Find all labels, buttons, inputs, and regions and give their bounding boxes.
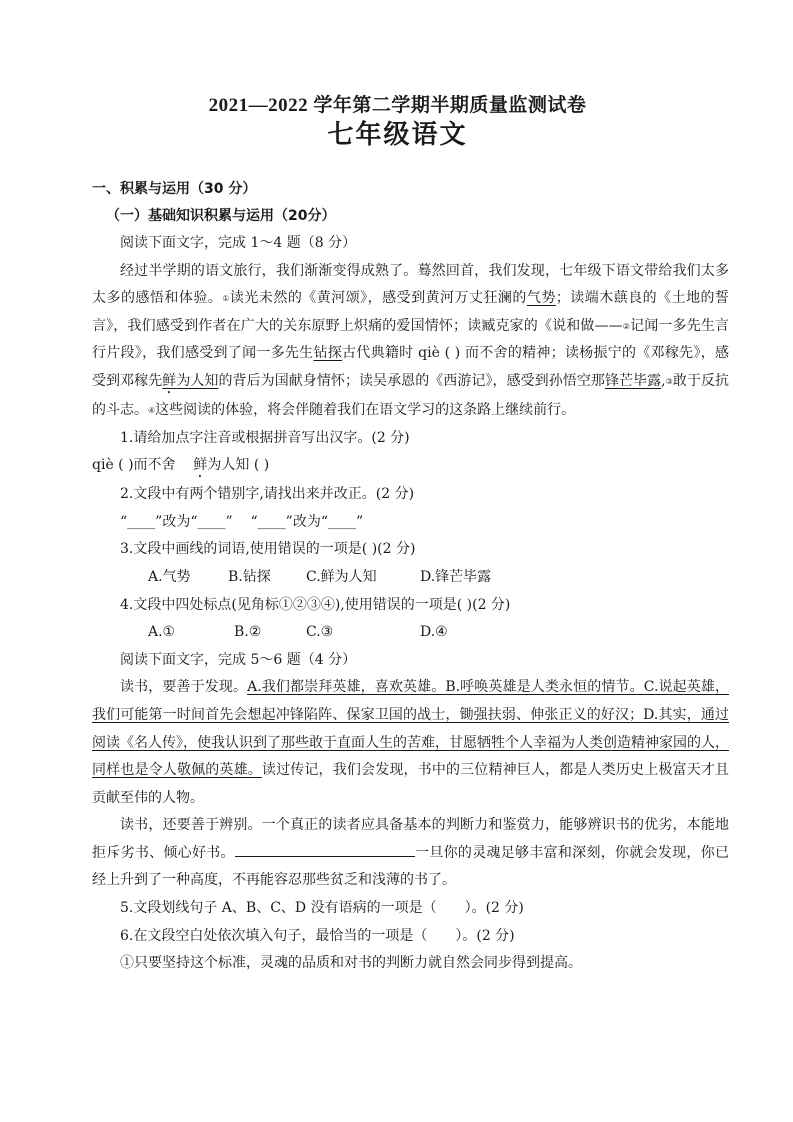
passage-text: 读书，要善于发现。 [120,679,248,696]
part-heading: （一）基础知识积累与运用（20分） [106,208,336,224]
passage-text: 的背后为国献身情怀；读吴承恩的《西游记》，感受到孙悟空那 [218,372,605,389]
section-heading: 一、积累与运用（30 分） [92,181,257,197]
answer-blank[interactable]: ____ [127,513,156,530]
quote: ” [356,513,364,530]
passage-text: 读过传记，我们会发现，书中的三位精神巨人，都是人类历史上极富天才且贡献至伟的人物。 [92,762,730,806]
answer-blank[interactable]: ____ [328,513,357,530]
answer-blank[interactable]: ____ [197,513,226,530]
sentence-b: B.呼唤英雄是人类永恒的情节。 [445,679,644,696]
quote: ” [285,513,293,530]
option-c[interactable]: C.鲜为人知 [306,568,377,585]
option-c[interactable]: C.③ [306,624,334,641]
passage-text: ；读端木蕻良的《土地的誓言》，我们感受到作者在广大的关东原野上炽痛的爱国情怀；读臧克家的《说和做—— [92,290,730,334]
fill-blank[interactable] [235,842,415,857]
passage-text: 读书，还要善于辨别。一个真正的读者应具备基本的判断力和鉴赏力，能够辨识书的优劣，本能地拒斥劣书、倾心好书。 [92,817,729,861]
quote: “ [120,513,128,530]
punct-marker-2: ② [622,321,631,331]
passage-2 [92,674,729,812]
passage-text: 读光未然的《黄河颂》，感受到黄河万丈狂澜的 [229,290,527,307]
read-instruction: 阅读下面文字，完成 1～4 题（8 分） [120,235,357,251]
passage-text: 记闻一多先生言行片段》，我们感受到了闻一多先生 [92,317,730,362]
header [66,94,729,152]
question-2-blanks [92,509,729,537]
question-6: 6.在文段空白处依次填入句子，最恰当的一项是（ ）。(2 分) [120,927,515,944]
read-instruction-2: 阅读下面文字，完成 5～6 题（4 分） [120,651,357,668]
quote: “ [250,513,258,530]
change-to-label: 改为 [162,513,191,530]
quote: ” [155,513,163,530]
question-4: 4.文段中四处标点(见角标①②③④),使用错误的一项是( )(2 分) [120,596,511,613]
quote: “ [320,513,329,530]
option-d[interactable]: D.④ [420,624,448,641]
passage-text: 这些阅读的体验，将会伴随着我们在语文学习的这条路上继续前行。 [155,401,576,418]
question-3-options [92,564,729,592]
option-a[interactable]: A.气势 [148,568,191,585]
dotted-char: 鲜 [162,372,177,389]
passage-text: 古代典籍时 qiè ( ) 而不舍的精神；读杨振宁的《邓稼先》，感受到邓稼先 [92,345,730,389]
option-a[interactable]: A.① [148,624,176,641]
underlined-word-2: 钻探 [313,345,343,362]
question-1: 1.请给加点字注音或根据拼音写出汉字。(2 分) [120,429,410,446]
passage-text: 经过半学期的语文旅行，我们渐渐变得成熟了。蓦然回首，我们发现，七年级下语文带给我们太多太多的感悟和体验。 [92,262,729,307]
question-2: 2.文段中有两个错别字,请找出来并改正。(2 分) [120,486,415,503]
sentence-d: D.其实，通过阅读《名人传》，使我认识到了那些敢于直面人生的苦难，甘愿牺牲个人幸福为人类创造精神家园的人，同样也是令人敬佩的英雄。 [92,706,729,779]
quote: ” [225,513,233,530]
answer-blank[interactable]: ____ [257,513,286,530]
punct-marker-3: ③ [665,376,673,386]
sentence-c: C.说起英雄，我们可能第一时间首先会想起冲锋陷阵、保家卫国的战士，锄强扶弱、伸张正义的好汉； [92,679,729,723]
q1-item-b: 为人知 ( ) [207,457,270,474]
exam-title: 2021—2022 学年第二学期半期质量监测试卷 [208,95,587,116]
passage-1 [92,258,729,425]
passage-3 [92,812,729,895]
sentence-a: A.我们都崇拜英雄，喜欢英雄。 [247,679,446,696]
change-to-label: 改为 [292,513,321,530]
question-5: 5.文段划线句子 A、B、C、D 没有语病的一项是（ ）。(2 分) [120,900,524,917]
q1-dotted-char: 鲜 [193,457,208,474]
punct-marker-4: ④ [148,405,156,415]
choice-1: ①只要坚持这个标准，灵魂的品质和对书的判断力就自然会同步得到提高。 [120,955,582,972]
underlined-word-3-rest: 为人知 [176,372,219,389]
underlined-word-3 [162,373,218,389]
underlined-word-4: 锋芒毕露 [604,372,662,389]
passage-text: , [661,372,666,389]
option-b[interactable]: B.② [234,624,262,641]
option-b[interactable]: B.钻探 [228,568,271,585]
punct-marker-1: ① [222,294,230,304]
quote: “ [190,513,198,530]
q1-item-a: qiè ( )而不舍 [92,457,176,474]
passage-text: 一旦你的灵魂足够丰富和深刻，你就会发现，你已经上升到了一种高度，不再能容忍那些贫乏和浅薄的书了。 [92,844,729,889]
underlined-word-1: 气势 [526,290,556,307]
question-4-options [92,619,729,647]
question-3: 3.文段中画线的词语,使用错误的一项是( )(2 分) [120,541,416,558]
passage-text: 敢于反抗的斗志。 [92,372,730,418]
question-1-items [92,452,729,481]
option-d[interactable]: D.锋芒毕露 [420,568,492,585]
subject-title: 七年级语文 [327,120,468,150]
